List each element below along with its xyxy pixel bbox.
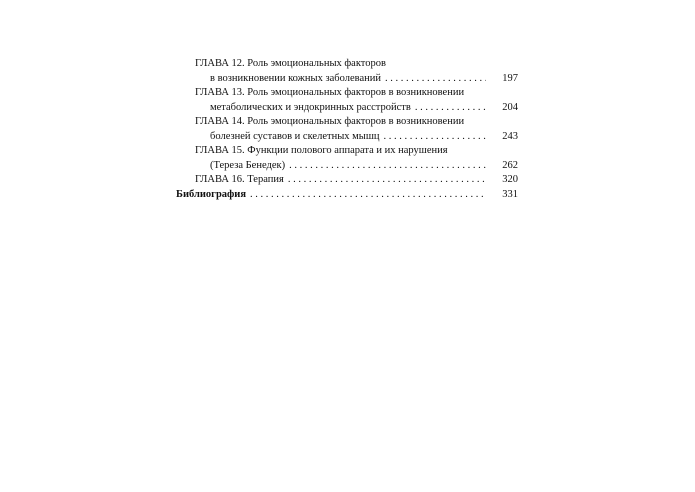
toc-entry-14-subtitle	[176, 130, 518, 145]
dot-leader	[381, 72, 486, 87]
toc-entry-13-title	[176, 86, 518, 101]
toc-entry-14-title	[176, 115, 518, 130]
toc-entry-subtitle: болезней суставов и скелетных мышц	[210, 130, 380, 142]
toc-page-number: 262	[502, 159, 518, 171]
toc-entry-subtitle: (Тереза Бенедек)	[210, 159, 286, 171]
dot-leader	[411, 101, 486, 116]
toc-entry-title: ГЛАВА 16. Терапия	[195, 174, 284, 185]
table-of-contents	[176, 57, 518, 202]
dot-leader	[285, 159, 486, 174]
toc-page-number: 320	[502, 174, 518, 185]
toc-entry-title: ГЛАВА 14. Роль эмоциональных факторов в возникновении	[195, 116, 465, 127]
toc-entry-subtitle: метаболических и эндокринных расстройств	[210, 101, 411, 113]
toc-page-number: 243	[502, 130, 518, 142]
dot-leader	[246, 188, 486, 203]
toc-page-number: 331	[502, 188, 518, 200]
bibliography-label: Библиография	[176, 188, 247, 200]
toc-entry-13-subtitle	[176, 101, 518, 116]
toc-page-number: 197	[502, 72, 518, 84]
toc-entry-12-subtitle	[176, 72, 518, 87]
toc-page-number: 204	[502, 101, 518, 113]
toc-entry-16	[176, 173, 518, 188]
toc-entry-subtitle: в возникновении кожных заболеваний	[210, 72, 381, 84]
toc-entry-title: ГЛАВА 13. Роль эмоциональных факторов в возникновении	[195, 87, 465, 98]
dot-leader	[380, 130, 486, 145]
toc-entry-15-title	[176, 144, 518, 159]
dot-leader	[284, 173, 486, 188]
toc-entry-12-title	[176, 57, 518, 72]
toc-entry-title: ГЛАВА 15. Функции полового аппарата и их нарушения	[195, 145, 448, 156]
toc-entry-15-subtitle	[176, 159, 518, 174]
toc-entry-title: ГЛАВА 12. Роль эмоциональных факторов	[195, 58, 386, 69]
toc-entry-bibliography	[176, 188, 518, 203]
